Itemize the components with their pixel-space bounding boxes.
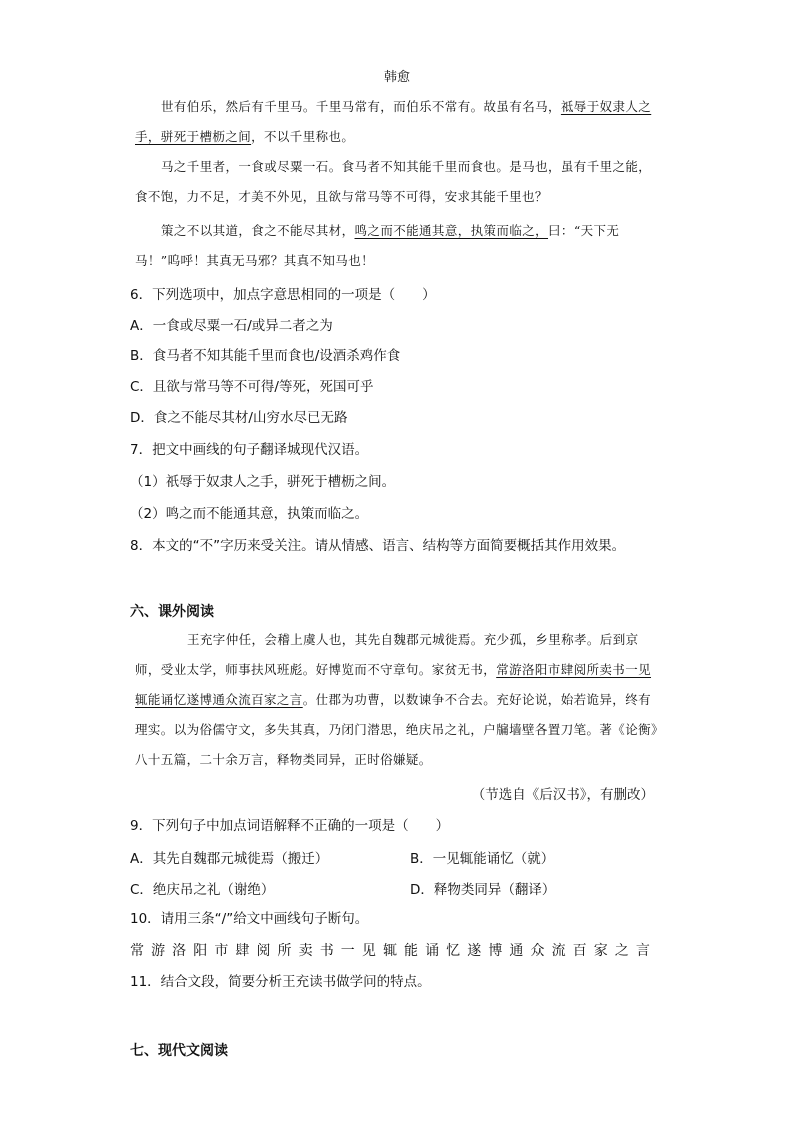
sentence-char: 忆 xyxy=(446,943,461,959)
sentence-char: 肆 xyxy=(235,943,250,959)
sentence-char: 诵 xyxy=(425,943,440,959)
sentence-char: 博 xyxy=(488,943,503,959)
sentence-char: 之 xyxy=(614,943,629,959)
question-10-sentence xyxy=(130,940,650,960)
option-6d: D．食之不能尽其材/山穷水尽已无路 xyxy=(130,410,348,426)
question-8: 8．本文的“不”字历来受关注。请从情感、语言、结构等方面简要概括其作用效果。 xyxy=(130,538,626,554)
sentence-char: 百 xyxy=(572,943,587,959)
question-7: 7．把文中画线的句子翻译城现代汉语。 xyxy=(130,442,369,458)
sentence-char: 遂 xyxy=(467,943,482,959)
underlined-sentence-3: 常游洛阳市肆阅所卖书一见辄能诵忆遂博通众流百家之言 xyxy=(135,662,652,707)
question-7-1: （1）祇辱于奴隶人之手，骈死于槽枥之间。 xyxy=(130,474,396,490)
text-span: ，不以千里称也。 xyxy=(251,129,355,144)
sentence-char: 市 xyxy=(214,943,229,959)
option-9b: B．一见辄能诵忆（就） xyxy=(410,851,555,867)
sentence-char: 辄 xyxy=(382,943,397,959)
underlined-sentence-1: 祗辱于奴隶人之手，骈死于槽枥之间 xyxy=(135,99,652,144)
option-6b: B．食马者不知其能千里而食也/设酒杀鸡作食 xyxy=(130,348,401,364)
option-9c: C．绝庆吊之礼（谢绝） xyxy=(130,882,275,898)
sentence-char: 阅 xyxy=(256,943,271,959)
sentence-char: 游 xyxy=(151,943,166,959)
sentence-char: 阳 xyxy=(193,943,208,959)
sentence-char: 言 xyxy=(635,943,650,959)
classical-paragraph-1 xyxy=(135,92,660,152)
sentence-char: 家 xyxy=(593,943,608,959)
text-span: 策之不以其道，食之不能尽其材， xyxy=(161,223,355,238)
question-7-2: （2）鸣之而不能通其意，执策而临之。 xyxy=(130,506,369,522)
sentence-char: 所 xyxy=(277,943,292,959)
sentence-char: 常 xyxy=(130,943,144,959)
option-6a: A．一食或尽粟一石/或异二者之为 xyxy=(130,318,333,334)
section-6-heading: 六、课外阅读 xyxy=(130,604,214,620)
question-6: 6．下列选项中，加点字意思相同的一项是（ ） xyxy=(130,287,436,303)
sentence-char: 流 xyxy=(551,943,566,959)
sentence-char: 见 xyxy=(361,943,376,959)
sentence-char: 众 xyxy=(530,943,545,959)
option-9d: D．释物类同异（翻译） xyxy=(410,882,556,898)
sentence-char: 通 xyxy=(509,943,524,959)
sentence-char: 书 xyxy=(319,943,334,959)
sentence-char: 一 xyxy=(340,943,355,959)
question-11: 11．结合文段，简要分析王充读书做学问的特点。 xyxy=(130,974,431,990)
extracurricular-passage xyxy=(135,625,660,775)
classical-paragraph-3 xyxy=(135,216,660,276)
options-9-row-1 xyxy=(130,847,670,867)
sentence-char: 卖 xyxy=(298,943,313,959)
option-6c: C．且欲与常马等不可得/等死，死国可乎 xyxy=(130,379,374,395)
question-10: 10．请用三条“/”给文中画线句子断句。 xyxy=(130,911,369,927)
options-9-row-2 xyxy=(130,878,670,898)
text-span: 曰：“天下无马！”呜呼！其真无马邪？其真不知马也！ xyxy=(135,223,620,268)
underlined-sentence-2: 鸣之而不能通其意，执策而临之， xyxy=(354,223,549,238)
text-span: 王充字仲任，会稽上虞人也，其先自魏郡元城徙焉。充少孤，乡里称孝。后到京师，受业太学，师事扶风班彪。好博览而不守章句。家贫无书， xyxy=(135,632,639,677)
classical-paragraph-2: 马之千里者，一食或尽粟一石。食马者不知其能千里而食也。是马也，虽有千里之能，食不饱，力不足，才美不外见，且欲与常马等不可得，安求其能千里也？ xyxy=(135,159,652,204)
sentence-char: 洛 xyxy=(172,943,187,959)
text-span: 世有伯乐，然后有千里马。千里马常有，而伯乐不常有。故虽有名马， xyxy=(161,99,561,114)
question-9: 9．下列句子中加点词语解释不正确的一项是（ ） xyxy=(130,818,450,834)
section-7-heading: 七、现代文阅读 xyxy=(130,1043,228,1059)
text-span: 。仕郡为功曹，以数谏争不合去。充好论说，始若诡异，终有理实。以为俗儒守文，多失其真，乃闭门潜思，绝庆吊之礼，户牖墙壁各置刀笔。著《论衡》八十五篇，二十余万言，释物类同异，正时俗嫌疑。 xyxy=(135,692,658,767)
passage-source: （节选自《后汉书》，有删改） xyxy=(471,787,654,803)
author-name: 韩愈 xyxy=(383,70,410,85)
option-9a: A．其先自魏郡元城徙焉（搬迁） xyxy=(130,851,329,867)
sentence-char: 能 xyxy=(404,943,419,959)
